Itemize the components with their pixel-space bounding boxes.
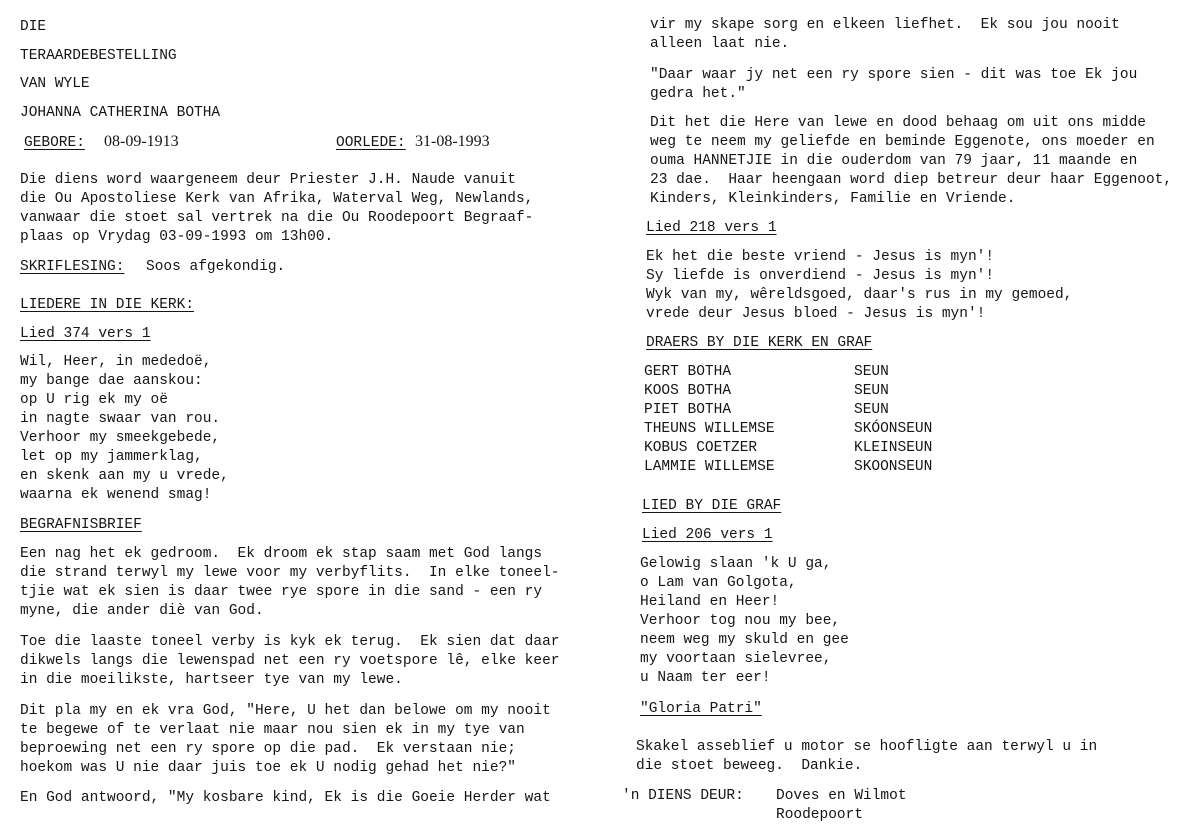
letter-line: En God antwoord, "My kosbare kind, Ek is die Goeie Herder wat	[20, 790, 551, 806]
bearer-name: THEUNS WILLEMSE	[644, 421, 775, 437]
verse-line: vrede deur Jesus bloed - Jesus is myn'!	[646, 306, 986, 322]
bearer-name: KOBUS COETZER	[644, 440, 758, 456]
scripture-text: Soos afgekondig.	[146, 259, 286, 275]
bearer-name: KOOS BOTHA	[644, 383, 732, 399]
scripture-label: SKRIFLESING:	[20, 259, 125, 275]
verse-line: u Naam ter eer!	[640, 670, 771, 686]
bearer-relation: SKOONSEUN	[854, 459, 933, 475]
verse-line: let op my jammerklag,	[20, 449, 203, 465]
verse-line: Ek het die beste vriend - Jesus is myn'!	[646, 249, 995, 265]
died-label: OORLEDE:	[336, 135, 406, 151]
title-line: DIE	[20, 19, 47, 35]
bearer-relation: SEUN	[854, 364, 889, 380]
bearer-relation: KLEINSEUN	[854, 440, 933, 456]
bearer-relation: SEUN	[854, 383, 889, 399]
service-by-line: Roodepoort	[776, 807, 864, 823]
letter-line: myne, die ander diè van God.	[20, 603, 264, 619]
letter-line: Dit pla my en ek vra God, "Here, U het dan belowe om my nooit	[20, 703, 551, 719]
verse-line: my voortaan sielevree,	[640, 651, 832, 667]
title-line: VAN WYLE	[20, 76, 90, 92]
closing-line: Skakel asseblief u motor se hoofligte aan terwyl u in	[636, 739, 1098, 755]
obituary-line: ouma HANNETJIE in die ouderdom van 79 jaar, 11 maande en	[650, 153, 1138, 169]
verse-line: Verhoor my smeekgebede,	[20, 430, 221, 446]
verse-line: neem weg my skuld en gee	[640, 632, 849, 648]
letter-line: "Daar waar jy net een ry spore sien - dit was toe Ek jou	[650, 67, 1138, 83]
died-date: 31-08-1993	[415, 133, 490, 150]
letter-line: beproewing net een ry spore op die pad. Ek verstaan nie;	[20, 741, 516, 757]
born-label: GEBORE:	[24, 135, 85, 151]
letter-line: alleen laat nie.	[650, 36, 790, 52]
bearer-relation: SKÓONSEUN	[854, 421, 933, 437]
verse-line: my bange dae aanskou:	[20, 373, 203, 389]
verse-line: Sy liefde is onverdiend - Jesus is myn'!	[646, 268, 995, 284]
letter-line: Een nag het ek gedroom. Ek droom ek stap saam met God langs	[20, 546, 543, 562]
grave-song-heading: LIED BY DIE GRAF	[642, 498, 782, 514]
title-line: JOHANNA CATHERINA BOTHA	[20, 105, 221, 121]
service-line: vanwaar die stoet sal vertrek na die Ou Roodepoort Begraaf-	[20, 210, 534, 226]
closing-line: die stoet beweeg. Dankie.	[636, 758, 863, 774]
letter-line: dikwels langs die lewenspad net een ry voetspore lê, elke keer	[20, 653, 560, 669]
verse-line: Gelowig slaan 'k U ga,	[640, 556, 832, 572]
letter-line: vir my skape sorg en elkeen liefhet. Ek sou jou nooit	[650, 17, 1120, 33]
song-title: Lied 218 vers 1	[646, 220, 777, 236]
verse-line: Heiland en Heer!	[640, 594, 780, 610]
service-by-line: Doves en Wilmot	[776, 788, 907, 804]
verse-line: Verhoor tog nou my bee,	[640, 613, 841, 629]
bearer-name: PIET BOTHA	[644, 402, 732, 418]
bearer-name: GERT BOTHA	[644, 364, 732, 380]
service-line: Die diens word waargeneem deur Priester J.H. Naude vanuit	[20, 172, 516, 188]
obituary-line: 23 dae. Haar heengaan word diep betreur deur haar Eggenoot,	[650, 172, 1173, 188]
obituary-line: Dit het die Here van lewe en dood behaag om uit ons midde	[650, 115, 1146, 131]
letter-line: in die moeilikste, hartseer tye van my lewe.	[20, 672, 403, 688]
obituary-line: Kinders, Kleinkinders, Familie en Vriende.	[650, 191, 1016, 207]
letter-line: gedra het."	[650, 86, 746, 102]
verse-line: o Lam van Golgota,	[640, 575, 797, 591]
letter-line: Toe die laaste toneel verby is kyk ek terug. Ek sien dat daar	[20, 634, 560, 650]
verse-line: op U rig ek my oë	[20, 392, 168, 408]
church-songs-heading: LIEDERE IN DIE KERK:	[20, 297, 195, 313]
bearers-heading: DRAERS BY DIE KERK EN GRAF	[646, 335, 873, 351]
verse-line: Wil, Heer, in mededoë,	[20, 354, 212, 370]
song-title: Lied 374 vers 1	[20, 326, 151, 342]
verse-line: waarna ek wenend smag!	[20, 487, 212, 503]
letter-line: die strand terwyl my lewe voor my verbyflits. In elke toneel-	[20, 565, 560, 581]
gloria-patri: "Gloria Patri"	[640, 701, 762, 717]
bearer-name: LAMMIE WILLEMSE	[644, 459, 775, 475]
obituary-line: weg te neem my geliefde en beminde Eggenote, ons moeder en	[650, 134, 1155, 150]
service-line: die Ou Apostoliese Kerk van Afrika, Waterval Weg, Newlands,	[20, 191, 534, 207]
letter-line: te begewe of te verlaat nie maar nou sien ek in my tye van	[20, 722, 525, 738]
born-date: 08-09-1913	[104, 133, 179, 150]
service-by-label: 'n DIENS DEUR:	[622, 788, 744, 804]
verse-line: Wyk van my, wêreldsgoed, daar's rus in my gemoed,	[646, 287, 1073, 303]
letter-line: hoekom was U nie daar juis toe ek U nodig gehad het nie?"	[20, 760, 516, 776]
letter-line: tjie wat ek sien is daar twee rye spore in die sand - een ry	[20, 584, 543, 600]
funeral-letter-heading: BEGRAFNISBRIEF	[20, 517, 142, 533]
song-title: Lied 206 vers 1	[642, 527, 773, 543]
service-line: plaas op Vrydag 03-09-1993 om 13h00.	[20, 229, 334, 245]
verse-line: en skenk aan my u vrede,	[20, 468, 229, 484]
verse-line: in nagte swaar van rou.	[20, 411, 221, 427]
bearer-relation: SEUN	[854, 402, 889, 418]
title-line: TERAARDEBESTELLING	[20, 48, 177, 64]
